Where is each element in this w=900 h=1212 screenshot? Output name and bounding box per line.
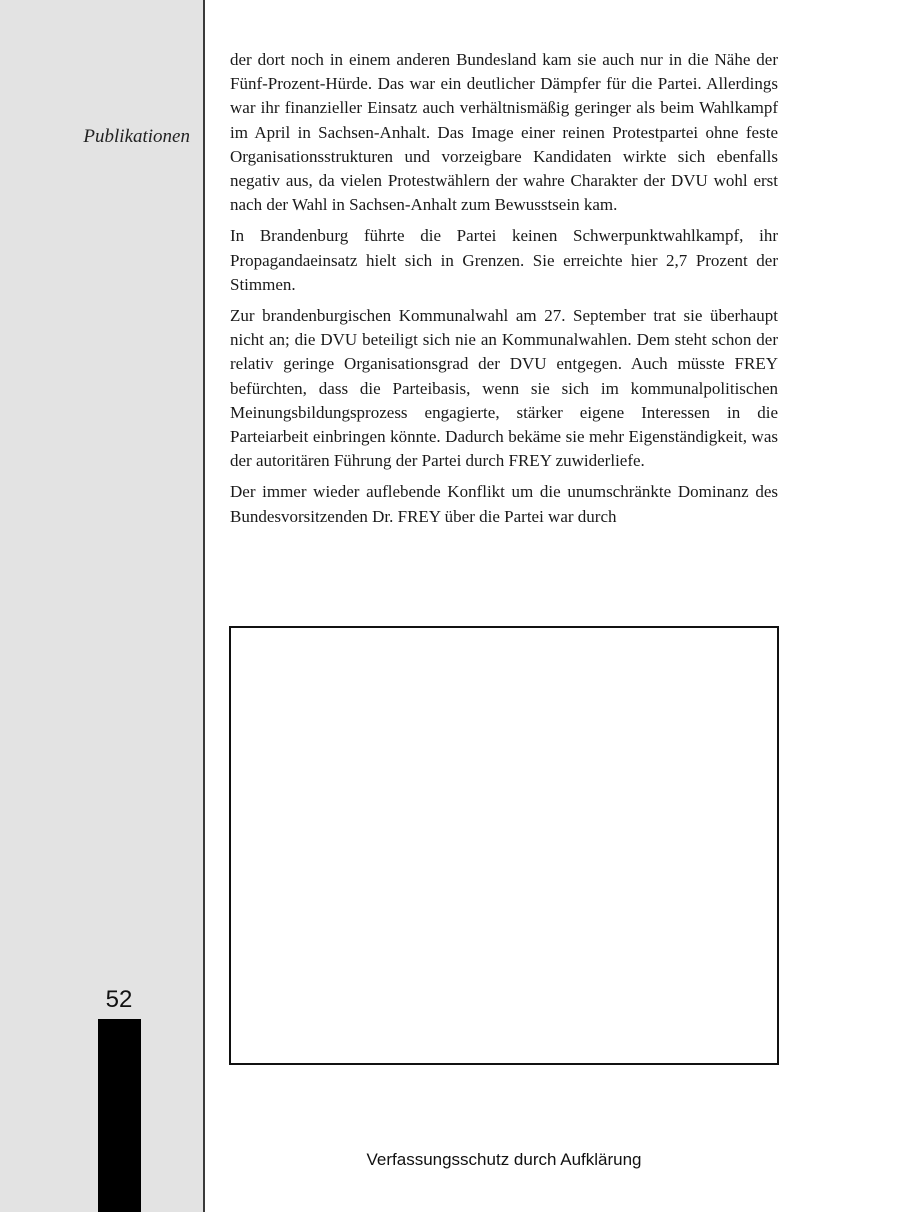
paragraph: Zur brandenburgischen Kommunalwahl am 27. September trat sie überhaupt nicht an; die DVU beteiligt sich nie an Kommunalwahlen. Dem steht schon der relativ geringe Organisationsgrad der DVU entgegen. Auch müsste FREY befürchten, dass die Parteibasis, wenn sie sich im kommunalpolitischen Meinungsbildungsprozess engagierte, stärker eigene Interessen in die Parteiarbeit einbringen könnte. Dadurch bekäme sie mehr Eigenständigkeit, was der autoritären Führung der Partei durch FREY zuwiderliefe. xyxy=(230,306,778,471)
page-sidebar xyxy=(0,0,205,1212)
figure-frame xyxy=(229,626,779,1065)
page-footer: Verfassungsschutz durch Aufklärung xyxy=(366,1150,642,1169)
page-number: 52 xyxy=(105,986,133,1013)
paragraph: In Brandenburg führte die Partei keinen Schwerpunktwahlkampf, ihr Propagandaeinsatz hielt sich in Grenzen. Sie erreichte hier 2,7 Prozent der Stimmen. xyxy=(230,226,778,294)
body-text xyxy=(230,48,778,536)
page-tab-marker xyxy=(98,1019,141,1212)
section-label: Publikationen xyxy=(83,126,190,147)
paragraph: der dort noch in einem anderen Bundesland kam sie auch nur in die Nähe der Fünf-Prozent-Hürde. Das war ein deutlicher Dämpfer für die Partei. Allerdings war ihr finanzieller Einsatz auch verhältnismäßig geringer als beim Wahlkampf im April in Sachsen-Anhalt. Das Image einer reinen Protestpartei ohne feste Organisationsstrukturen und vorzeigbare Kandidaten wirkte sich ebenfalls negativ aus, da vielen Protestwählern der wahre Charakter der DVU wohl erst nach der Wahl in Sachsen-Anhalt zum Bewusstsein kam. xyxy=(230,50,778,215)
paragraph: Der immer wieder auflebende Konflikt um die unumschränkte Dominanz des Bundesvorsitzenden Dr. FREY über die Partei war durch xyxy=(230,482,778,526)
